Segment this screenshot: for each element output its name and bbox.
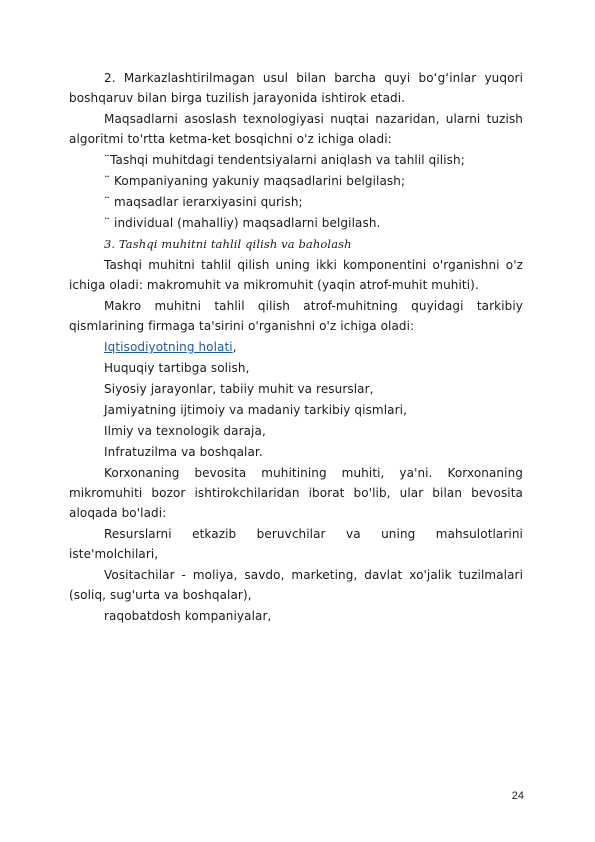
document-body [69, 68, 523, 627]
section-heading: 3. Tashqi muhitni tahlil qilish va baholash [104, 237, 352, 251]
list-item-step-2: ¨ Kompaniyaning yakuniy maqsadlarini belgilash; [104, 174, 406, 188]
economy-link-suffix: , [232, 340, 237, 354]
paragraph-suppliers: Resurslarni etkazib beruvchilar va uning mahsulotlarini iste'molchilari, [69, 527, 523, 561]
paragraph-decentralized-method: 2. Markazlashtirilmagan usul bilan barcha quyi bo‘g‘inlar yuqori boshqaruv bilan birga tuzilish jarayonida ishtirok etadi. [69, 71, 523, 105]
paragraph-micro-environment: Korxonaning bevosita muhitining muhiti, ya'ni. Korxonaning mikromuhiti bozor ishtirokchilaridan iborat bo'lib, ular bilan bevosita aloqada bo'ladi: [69, 466, 523, 520]
list-item-scientific: Ilmiy va texnologik daraja, [104, 424, 266, 438]
list-item-political: Siyosiy jarayonlar, tabiiy muhit va resurslar, [104, 382, 374, 396]
list-item-competitors: raqobatdosh kompaniyalar, [104, 609, 272, 623]
list-item-step-1: ¨Tashqi muhitdagi tendentsiyalarni aniqlash va tahlil qilish; [104, 153, 465, 167]
paragraph-external-analysis: Tashqi muhitni tahlil qilish uning ikki komponentini o'rganishni o'z ichiga oladi: makromuhit va mikromuhit (yaqin atrof-muhit muhiti). [69, 258, 523, 292]
list-item-step-4: ¨ individual (mahalliy) maqsadlarni belgilash. [104, 216, 381, 230]
list-item-economy [69, 337, 523, 357]
list-item-infrastructure: Infratuzilma va boshqalar. [104, 445, 263, 459]
economy-link[interactable]: Iqtisodiyotning holati [104, 340, 233, 354]
list-item-step-3: ¨ maqsadlar ierarxiyasini qurish; [104, 195, 303, 209]
list-item-legal: Huquqiy tartibga solish, [104, 361, 250, 375]
paragraph-intermediaries: Vositachilar - moliya, savdo, marketing, davlat xo'jalik tuzilmalari (soliq, sug'urta va boshqalar), [69, 568, 523, 602]
page-number: 24 [511, 790, 524, 802]
paragraph-macro-analysis: Makro muhitni tahlil qilish atrof-muhitning quyidagi tarkibiy qismlarining firmaga ta'sirini o'rganishni o'z ichiga oladi: [69, 299, 523, 333]
paragraph-goal-algorithm: Maqsadlarni asoslash texnologiyasi nuqtai nazaridan, ularni tuzish algoritmi to'rtta ketma-ket bosqichni o'z ichiga oladi: [69, 112, 523, 146]
list-item-social: Jamiyatning ijtimoiy va madaniy tarkibiy qismlari, [104, 403, 407, 417]
